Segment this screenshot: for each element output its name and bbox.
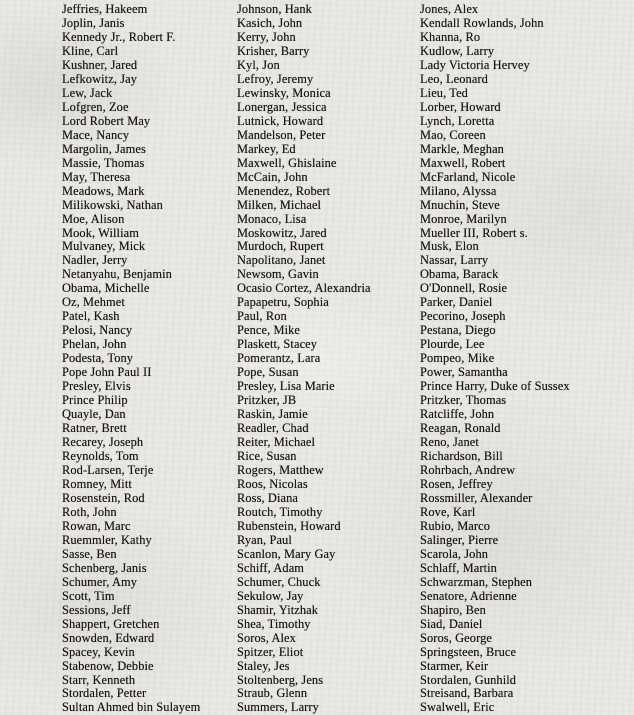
name-column-3 — [420, 2, 632, 714]
list-item: Reynolds, Tom — [62, 449, 139, 463]
list-item: Reagan, Ronald — [420, 421, 501, 436]
list-item: Stabenow, Debbie — [62, 658, 154, 673]
list-item: Lynch, Loretta — [420, 113, 495, 128]
list-item: Sasse, Ben — [62, 546, 117, 561]
list-item: Oz, Mehmet — [62, 295, 125, 310]
list-item: Routch, Timothy — [237, 504, 323, 519]
list-item: Mao, Coreen — [420, 127, 486, 142]
list-item: Schumer, Chuck — [237, 574, 321, 589]
list-item: Springsteen, Bruce — [420, 644, 517, 659]
list-item: Kerry, John — [237, 29, 296, 44]
list-item: Milken, Michael — [237, 197, 322, 212]
list-item: May, Theresa — [62, 169, 131, 184]
list-item: Spitzer, Eliot — [237, 644, 304, 659]
list-item: Soros, Alex — [237, 630, 296, 645]
list-item: Roos, Nicolas — [237, 476, 308, 491]
list-item: Pope, Susan — [237, 365, 299, 380]
list-item: Siad, Daniel — [420, 616, 483, 631]
list-item: Sessions, Jeff — [62, 602, 131, 617]
list-item: Shapiro, Ben — [420, 602, 486, 617]
list-item: Mandelson, Peter — [237, 127, 326, 142]
list-item: Moe, Alison — [62, 211, 125, 226]
name-column-1 — [62, 2, 234, 714]
list-item: Scarola, John — [420, 546, 489, 561]
list-item: Rosenstein, Rod — [62, 490, 145, 505]
list-item: Lefroy, Jeremy — [237, 71, 314, 86]
list-item: Quayle, Dan — [62, 407, 126, 422]
list-item: Menendez, Robert — [237, 183, 331, 198]
list-item: Swalwell, Eric — [420, 700, 495, 715]
list-item: McCain, John — [237, 169, 308, 184]
list-item: Massie, Thomas — [62, 155, 145, 170]
list-item: O'Donnell, Rosie — [420, 281, 508, 296]
list-item: Ocasio Cortez, Alexandria — [237, 281, 371, 296]
list-item: Raskin, Jamie — [237, 407, 308, 422]
list-item: Markle, Meghan — [420, 141, 504, 156]
list-item: Mnuchin, Steve — [420, 197, 500, 212]
list-item: Lewinsky, Monica — [237, 85, 331, 100]
list-item: Ross, Diana — [237, 490, 298, 505]
list-item: Soros, George — [420, 630, 492, 645]
list-item: Plaskett, Stacey — [237, 337, 318, 352]
list-item: Khanna, Ro — [420, 29, 481, 44]
list-item: Lonergan, Jessica — [237, 99, 327, 114]
name-column-2 — [237, 2, 417, 714]
list-item: Power, Samantha — [420, 365, 508, 380]
list-item: Lew, Jack — [62, 85, 113, 100]
list-item: Leo, Leonard — [420, 71, 488, 86]
list-item: Maxwell, Ghislaine — [237, 155, 337, 170]
list-item: Rohrbach, Andrew — [420, 462, 516, 477]
list-item: Roth, John — [62, 504, 117, 519]
list-item: Lord Robert May — [62, 113, 151, 128]
list-item: Shea, Timothy — [237, 616, 311, 631]
list-item: Schenberg, Janis — [62, 560, 147, 575]
list-item: Straub, Glenn — [237, 686, 308, 701]
list-item: Streisand, Barbara — [420, 686, 514, 701]
list-item: Kennedy Jr., Robert F. — [62, 29, 176, 44]
list-item: Lorber, Howard — [420, 99, 501, 114]
list-item: Johnson, Hank — [237, 2, 312, 16]
list-item: Scanlon, Mary Gay — [237, 546, 336, 561]
list-item: Moskowitz, Jared — [237, 225, 327, 240]
list-item: Meadows, Mark — [62, 183, 145, 198]
list-item: Presley, Elvis — [62, 379, 131, 394]
list-item: Prince Harry, Duke of Sussex — [420, 379, 570, 394]
list-item: Pritzker, Thomas — [420, 393, 507, 408]
list-item: Obama, Michelle — [62, 281, 150, 296]
list-item: Schlaff, Martin — [420, 560, 497, 575]
list-item: Starmer, Keir — [420, 658, 489, 673]
list-item: Summers, Larry — [237, 700, 319, 715]
list-item: Stordalen, Gunhild — [420, 672, 517, 687]
list-item: Napolitano, Janet — [237, 253, 326, 268]
list-item: Reno, Janet — [420, 435, 479, 450]
list-item: Newsom, Gavin — [237, 267, 319, 282]
list-item: Presley, Lisa Marie — [237, 379, 335, 394]
list-item: Musk, Elon — [420, 239, 479, 254]
list-item: Pritzker, JB — [237, 393, 297, 408]
list-item: Monaco, Lisa — [237, 211, 307, 226]
list-item: Mook, William — [62, 225, 139, 240]
list-item: Pestana, Diego — [420, 323, 496, 338]
list-item: Staley, Jes — [237, 658, 290, 673]
list-item: Lieu, Ted — [420, 85, 468, 100]
list-item: Starr, Kenneth — [62, 672, 136, 687]
list-item: Obama, Barack — [420, 267, 499, 282]
list-item: Rosen, Jeffrey — [420, 476, 493, 491]
list-item: Paul, Ron — [237, 309, 287, 324]
list-item: Sultan Ahmed bin Sulayem — [62, 700, 201, 715]
list-item: Ruemmler, Kathy — [62, 532, 152, 547]
list-item: Pope John Paul II — [62, 365, 152, 380]
list-item: Schumer, Amy — [62, 574, 138, 589]
list-item: Scott, Tim — [62, 588, 115, 603]
list-item: Rubenstein, Howard — [237, 518, 341, 533]
list-item: Schwarzman, Stephen — [420, 574, 533, 589]
list-item: Lady Victoria Hervey — [420, 57, 530, 72]
list-item: Murdoch, Rupert — [237, 239, 324, 254]
list-item: Netanyahu, Benjamin — [62, 267, 172, 282]
list-item: Shamir, Yitzhak — [237, 602, 319, 617]
list-item: Lutnick, Howard — [237, 113, 324, 128]
list-item: Pelosi, Nancy — [62, 323, 133, 338]
list-item: Snowden, Edward — [62, 630, 155, 645]
list-item: Stordalen, Petter — [62, 686, 147, 701]
list-item: Rossmiller, Alexander — [420, 490, 533, 505]
list-item: Salinger, Pierre — [420, 532, 499, 547]
list-item: Jeffries, Hakeem — [62, 2, 148, 16]
list-item: Podesta, Tony — [62, 351, 134, 366]
list-item: Phelan, John — [62, 337, 127, 352]
list-item: Kasich, John — [237, 15, 303, 30]
list-item: Shappert, Gretchen — [62, 616, 160, 631]
list-item: Margolin, James — [62, 141, 146, 156]
list-item: Pence, Mike — [237, 323, 301, 338]
list-item: Milikowski, Nathan — [62, 197, 163, 212]
list-item: Pompeo, Mike — [420, 351, 495, 366]
list-item: Milano, Alyssa — [420, 183, 497, 198]
list-item: Kushner, Jared — [62, 57, 138, 72]
list-item: Plourde, Lee — [420, 337, 485, 352]
list-item: Ratcliffe, John — [420, 407, 495, 422]
list-item: Parker, Daniel — [420, 295, 493, 310]
list-item: Mace, Nancy — [62, 127, 130, 142]
list-item: Papapetru, Sophia — [237, 295, 329, 310]
list-item: Maxwell, Robert — [420, 155, 506, 170]
list-item: Markey, Ed — [237, 141, 296, 156]
list-item: Rogers, Matthew — [237, 462, 324, 477]
list-item: Nassar, Larry — [420, 253, 489, 268]
list-item: Kyl, Jon — [237, 57, 280, 72]
list-item: Lefkowitz, Jay — [62, 71, 138, 86]
list-item: Reiter, Michael — [237, 435, 316, 450]
list-item: Pecorino, Joseph — [420, 309, 506, 324]
list-item: McFarland, Nicole — [420, 169, 516, 184]
list-item: Romney, Mitt — [62, 476, 132, 491]
list-item: Rove, Karl — [420, 504, 476, 519]
list-item: Monroe, Marilyn — [420, 211, 507, 226]
list-item: Ratner, Brett — [62, 421, 127, 436]
list-item: Kendall Rowlands, John — [420, 15, 544, 30]
list-item: Krisher, Barry — [237, 43, 310, 58]
list-item: Mulvaney, Mick — [62, 239, 146, 254]
list-item: Mueller III, Robert s. — [420, 225, 528, 240]
list-item: Readler, Chad — [237, 421, 309, 436]
list-item: Sekulow, Jay — [237, 588, 304, 603]
list-item: Rowan, Marc — [62, 518, 131, 533]
list-item: Nadler, Jerry — [62, 253, 128, 268]
list-item: Kudlow, Larry — [420, 43, 495, 58]
list-item: Joplin, Janis — [62, 15, 125, 30]
list-item: Richardson, Bill — [420, 449, 503, 463]
list-item: Patel, Kash — [62, 309, 120, 324]
list-item: Ryan, Paul — [237, 532, 292, 547]
list-item: Stoltenberg, Jens — [237, 672, 324, 687]
list-item: Rubio, Marco — [420, 518, 491, 533]
list-item: Schiff, Adam — [237, 560, 305, 575]
list-item: Jones, Alex — [420, 2, 479, 16]
list-item: Rod-Larsen, Terje — [62, 462, 154, 477]
list-item: Rice, Susan — [237, 449, 297, 463]
list-item: Lofgren, Zoe — [62, 99, 129, 114]
list-item: Kline, Carl — [62, 43, 119, 58]
list-item: Recarey, Joseph — [62, 435, 144, 450]
list-item: Senatore, Adrienne — [420, 588, 517, 603]
list-item: Pomerantz, Lara — [237, 351, 321, 366]
list-item: Spacey, Kevin — [62, 644, 135, 659]
list-item: Prince Philip — [62, 393, 128, 408]
